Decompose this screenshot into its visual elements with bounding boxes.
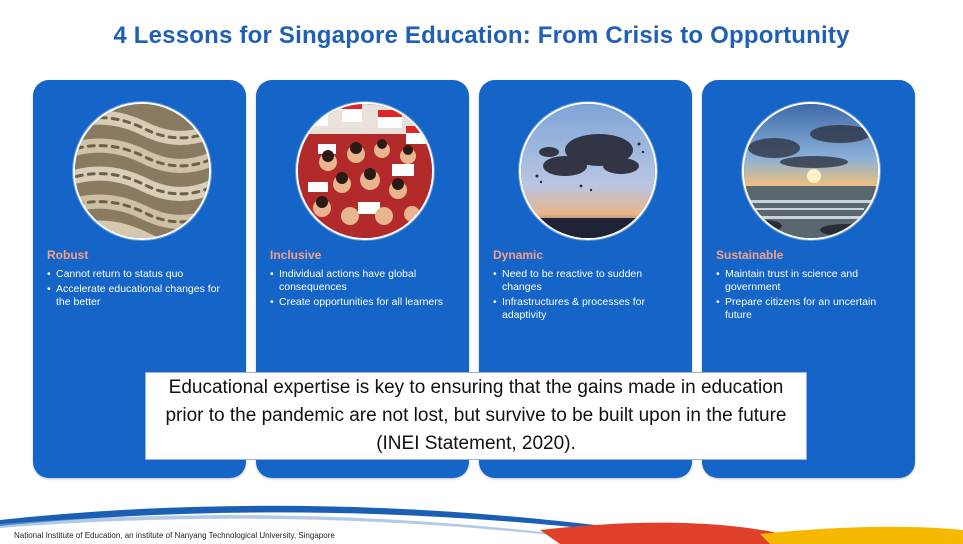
bullet-item: • Create opportunities for all learners bbox=[270, 296, 459, 309]
card-heading-sustainable: Sustainable bbox=[716, 248, 784, 262]
bullet-item: • Accelerate educational changes for the better bbox=[47, 283, 236, 309]
bullet-item: • Individual actions have global consequences bbox=[270, 268, 459, 294]
starling-flock-photo bbox=[519, 102, 657, 240]
bullet-item: • Prepare citizens for an uncertain future bbox=[716, 296, 905, 322]
card-heading-dynamic: Dynamic bbox=[493, 248, 544, 262]
card-heading-robust: Robust bbox=[47, 248, 89, 262]
crowd-flags-photo bbox=[296, 102, 434, 240]
bullet-list-inclusive bbox=[270, 268, 459, 311]
quote-callout bbox=[145, 372, 807, 460]
bullet-list-robust bbox=[47, 268, 236, 311]
bullet-item: • Maintain trust in science and government bbox=[716, 268, 905, 294]
slide-title: 4 Lessons for Singapore Education: From Crisis to Opportunity bbox=[113, 22, 850, 49]
card-heading-inclusive: Inclusive bbox=[270, 248, 322, 262]
bullet-item: • Need to be reactive to sudden changes bbox=[493, 268, 682, 294]
rope-photo bbox=[73, 102, 211, 240]
footer-institution-text: National Institute of Education, an institute of Nanyang Technological University, Singapore bbox=[14, 531, 335, 540]
quote-text: Educational expertise is key to ensuring that the gains made in education prior to the pandemic are not lost, but survive to be built upon in the future (INEI Statement, 2020). bbox=[165, 377, 787, 454]
bullet-list-dynamic bbox=[493, 268, 682, 324]
bullet-list-sustainable bbox=[716, 268, 905, 324]
bullet-item: • Cannot return to status quo bbox=[47, 268, 236, 281]
bullet-item: • Infrastructures & processes for adaptivity bbox=[493, 296, 682, 322]
sunset-sea-photo bbox=[742, 102, 880, 240]
